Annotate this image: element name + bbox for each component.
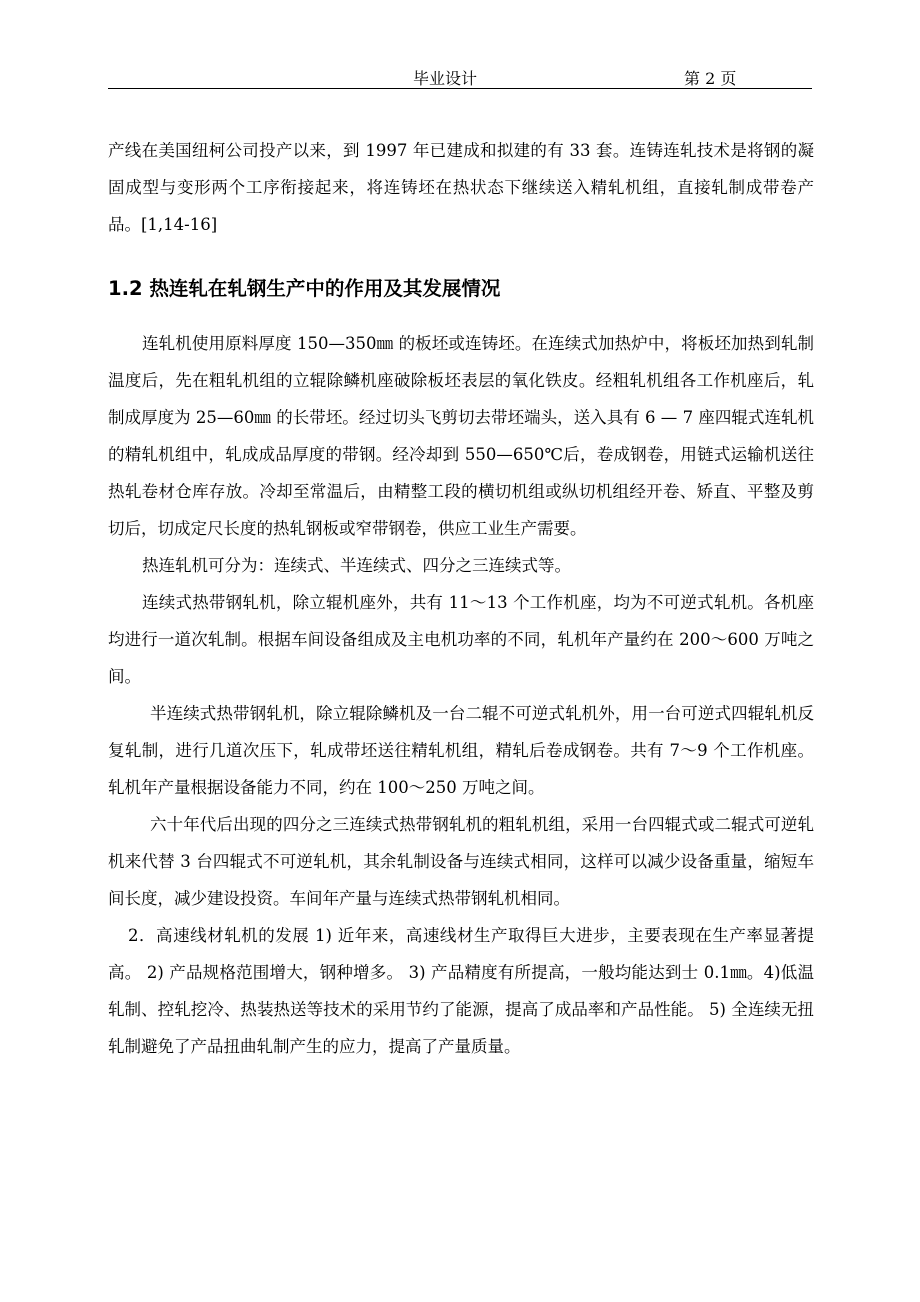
paragraph-semi-continuous-mill: 半连续式热带钢轧机，除立辊除鳞机及一台二辊不可逆式轧机外，用一台可逆式四辊轧机反复轧制，进行几道次压下，轧成带坯送往精轧机组，精轧后卷成钢卷。共有 7～9 个工作机座。轧机年产量根据设备能力不同，约在 100～250 万吨之间。 (108, 704, 814, 797)
header-divider (108, 88, 812, 89)
document-body (108, 132, 814, 1065)
intro-paragraph: 产线在美国纽柯公司投产以来，到 1997 年已建成和拟建的有 33 套。连铸连轧技术是将钢的凝固成型与变形两个工序衔接起来，将连铸坯在热状态下继续送入精轧机组，直接轧制成带卷产品。[1,14-16] (108, 141, 814, 234)
section-heading: 1.2 热连轧在轧钢生产中的作用及其发展情况 (108, 277, 501, 300)
paragraph-mill-types: 热连轧机可分为：连续式、半连续式、四分之三连续式等。 (142, 556, 571, 575)
paragraph-wire-rod-mill: 2．高速线材轧机的发展 1) 近年来，高速线材生产取得巨大进步，主要表现在生产率显著提高。 2) 产品规格范围增大，钢种增多。 3) 产品精度有所提高，一般均能达到士 0.1㎜。4)低温轧制、控轧挖冷、热装热送等技术的采用节约了能源，提高了成品率和产品性能。 5) 全连续无扭轧制避免了产品扭曲轧制产生的应力，提高了产量质量。 (108, 926, 814, 1056)
paragraph-continuous-mill: 连续式热带钢轧机，除立辊机座外，共有 11～13 个工作机座，均为不可逆式轧机。各机座均进行一道次轧制。根据车间设备组成及主电机功率的不同，轧机年产量约在 200～600 万吨之间。 (108, 593, 814, 686)
page-header (108, 64, 812, 90)
paragraph-three-quarter-mill: 六十年代后出现的四分之三连续式热带钢轧机的粗轧机组，采用一台四辊式或二辊式可逆轧机来代替 3 台四辊式不可逆轧机，其余轧制设备与连续式相同，这样可以减少设备重量，缩短车间长度，减少建设投资。车间年产量与连续式热带钢轧机相同。 (108, 815, 814, 908)
header-page-number: 第 2 页 (684, 69, 737, 88)
header-title: 毕业设计 (413, 69, 478, 88)
paragraph-rolling-process: 连轧机使用原料厚度 150—350㎜ 的板坯或连铸坯。在连续式加热炉中，将板坯加热到轧制温度后，先在粗轧机组的立辊除鳞机座破除板坯表层的氧化铁皮。经粗轧机组各工作机座后，轧制成厚度为 25—60㎜ 的长带坯。经过切头飞剪切去带坯端头，送入具有 6 — 7 座四辊式连轧机的精轧机组中，轧成成品厚度的带钢。经冷却到 550—650℃后，卷成钢卷，用链式运输机送往热轧卷材仓库存放。冷却至常温后，由精整工段的横切机组或纵切机组经开卷、矫直、平整及剪切后，切成定尺长度的热轧钢板或窄带钢卷，供应工业生产需要。 (108, 334, 814, 538)
